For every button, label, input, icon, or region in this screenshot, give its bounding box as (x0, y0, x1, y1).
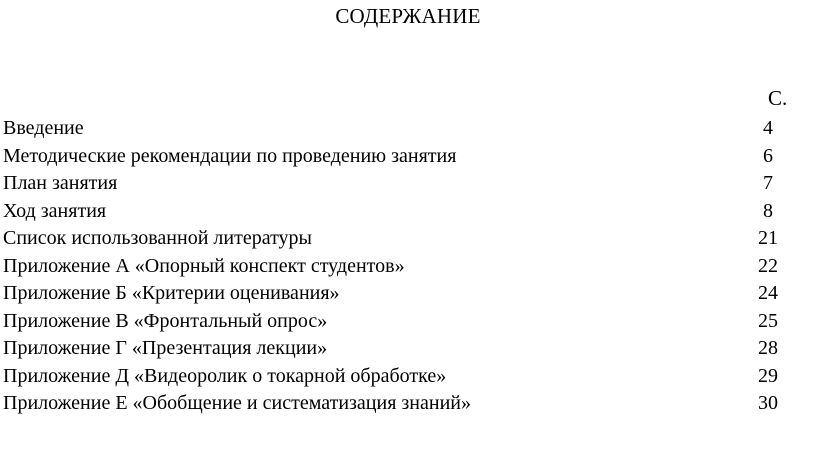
toc-entry-page: 7 (763, 172, 773, 194)
toc-entry-title: Приложение Г «Презентация лекции» (3, 337, 328, 359)
toc-entry (3, 198, 816, 226)
toc-entry-title: План занятия (3, 172, 118, 194)
toc-entry-title: Ход занятия (3, 199, 107, 222)
toc-entry (3, 115, 816, 143)
toc-entry (3, 335, 816, 363)
toc-entry-title: Приложение В «Фронтальный опрос» (3, 309, 328, 332)
toc-entry-page: 22 (758, 254, 778, 277)
toc-entry (3, 253, 816, 281)
toc-entry-title: Приложение Е «Обобщение и систематизация знаний» (3, 392, 471, 414)
toc-entry-title: Приложение А «Опорный конспект студентов» (3, 254, 405, 277)
toc-entry (3, 308, 816, 336)
toc-entry (3, 390, 816, 418)
toc-entry-page: 21 (758, 227, 778, 249)
toc-entry-title: Приложение Б «Критерии оценивания» (3, 282, 340, 304)
toc-entry-page: 24 (758, 282, 778, 304)
toc-entry-title: Приложение Д «Видеоролик о токарной обработке» (3, 364, 447, 387)
toc-entry-page: 4 (763, 117, 773, 139)
toc-entry-title: Введение (3, 117, 84, 139)
toc-entry (3, 363, 816, 391)
toc-entry-page: 28 (758, 337, 778, 359)
toc-entry-title: Список использованной литературы (3, 227, 312, 249)
table-of-contents (3, 115, 816, 418)
toc-entry (3, 280, 816, 308)
toc-entry (3, 170, 816, 198)
toc-entry (3, 225, 816, 253)
toc-entry-page: 8 (763, 199, 773, 222)
toc-entry-page: 25 (758, 309, 778, 332)
toc-entry-page: 6 (763, 144, 773, 167)
toc-entry-title: Методические рекомендации по проведению занятия (3, 144, 457, 167)
page-number-column-header: С. (768, 86, 788, 110)
toc-entry-page: 29 (758, 364, 778, 387)
toc-entry (3, 143, 816, 171)
toc-entry-page: 30 (758, 392, 778, 414)
page-title: СОДЕРЖАНИЕ (335, 4, 481, 28)
